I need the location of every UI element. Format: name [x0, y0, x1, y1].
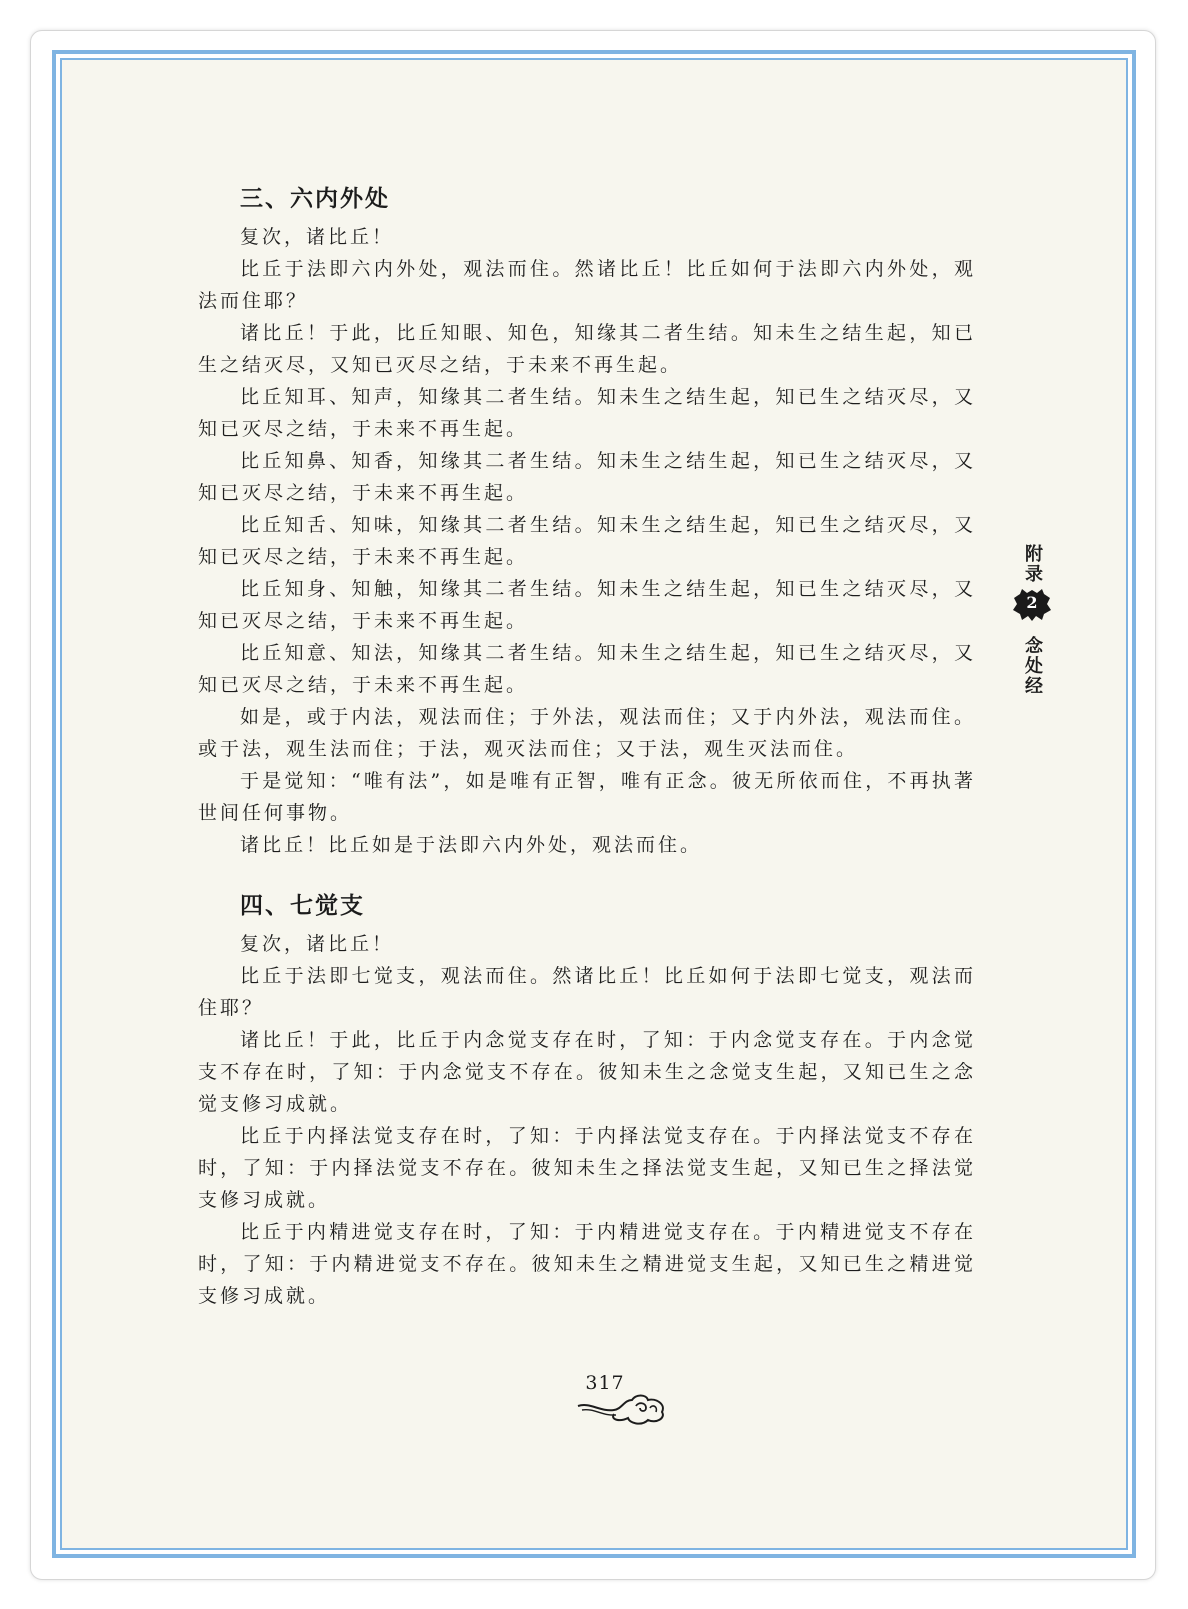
paragraph: 如是，或于内法，观法而住；于外法，观法而住；又于内外法，观法而住。或于法，观生法而住；于法，观灭法而住；又于法，观生灭法而住。 — [198, 706, 976, 760]
side-chapter-label — [1012, 544, 1052, 696]
paragraph: 于是觉知：“唯有法”，如是唯有正智，唯有正念。彼无所依而住，不再执著世间任何事物。 — [198, 770, 976, 824]
paragraph: 诸比丘！比丘如是于法即六内外处，观法而住。 — [240, 834, 703, 856]
paragraph: 诸比丘！于此，比丘于内念觉支存在时，了知：于内念觉支存在。于内念觉支不存在时，了知：于内念觉支不存在。彼知未生之念觉支生起，又知已生之念觉支修习成就。 — [198, 1029, 976, 1115]
paragraph: 比丘知鼻、知香，知缘其二者生结。知未生之结生起，知已生之结灭尽，又知已灭尽之结，于未来不再生起。 — [198, 450, 976, 504]
paragraph: 比丘于法即六内外处，观法而住。然诸比丘！比丘如何于法即六内外处，观法而住耶？ — [198, 258, 976, 312]
paragraph: 比丘知意、知法，知缘其二者生结。知未生之结生起，知已生之结灭尽，又知已灭尽之结，于未来不再生起。 — [198, 642, 976, 696]
page-content — [198, 180, 976, 1312]
paragraph: 比丘知舌、知味，知缘其二者生结。知未生之结生起，知已生之结灭尽，又知已灭尽之结，于未来不再生起。 — [198, 514, 976, 568]
page-number: 317 — [585, 1372, 625, 1394]
badge-number: 2 — [1026, 593, 1038, 612]
paragraph: 诸比丘！于此，比丘知眼、知色，知缘其二者生结。知未生之结生起，知已生之结灭尽，又知已灭尽之结，于未来不再生起。 — [198, 322, 976, 376]
paragraph: 比丘知身、知触，知缘其二者生结。知未生之结生起，知已生之结灭尽，又知已灭尽之结，于未来不再生起。 — [198, 578, 976, 632]
paragraph: 比丘知耳、知声，知缘其二者生结。知未生之结生起，知已生之结灭尽，又知已灭尽之结，于未来不再生起。 — [198, 386, 976, 440]
side-label-top: 附录 — [1022, 544, 1043, 584]
paragraph: 复次，诸比丘！ — [240, 226, 395, 248]
paragraph: 比丘于内精进觉支存在时，了知：于内精进觉支存在。于内精进觉支不存在时，了知：于内精进觉支不存在。彼知未生之精进觉支生起，又知已生之精进觉支修习成就。 — [198, 1221, 976, 1307]
paragraph: 复次，诸比丘！ — [240, 933, 395, 955]
section-heading-2: 四、七觉支 — [240, 892, 365, 919]
section-heading-1: 三、六内外处 — [240, 185, 390, 212]
side-label-bottom: 念处经 — [1022, 636, 1043, 696]
chapter-badge — [1012, 588, 1052, 622]
cloud-ornament-icon — [576, 1386, 672, 1426]
paragraph: 比丘于法即七觉支，观法而住。然诸比丘！比丘如何于法即七觉支，观法而住耶？ — [198, 965, 976, 1019]
paragraph: 比丘于内择法觉支存在时，了知：于内择法觉支存在。于内择法觉支不存在时，了知：于内择法觉支不存在。彼知未生之择法觉支生起，又知已生之择法觉支修习成就。 — [198, 1125, 976, 1211]
